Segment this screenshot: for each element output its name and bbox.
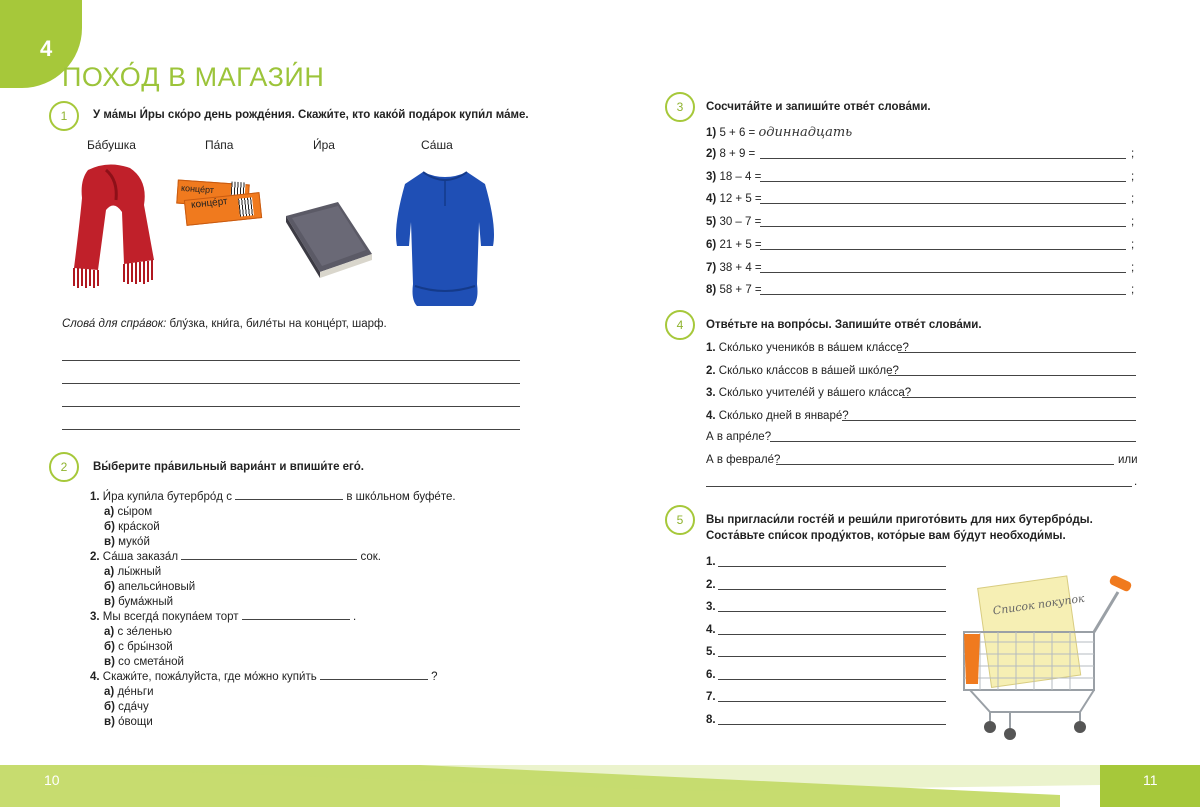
february-question: А в феврале́?	[706, 454, 781, 466]
q3-option-b[interactable]: б) с бры́нзой	[104, 641, 173, 653]
task5-answer-line[interactable]	[718, 634, 946, 635]
task-5-number: 5	[665, 505, 695, 535]
q1-blank[interactable]	[235, 499, 343, 500]
q4-blank[interactable]	[320, 679, 428, 680]
task4-question: 4. Ско́лько дней в январе́?	[706, 409, 849, 422]
hint-text: блу́зка, кни́га, биле́ты на конце́рт, шарф.	[166, 318, 387, 330]
task-2-number: 2	[49, 452, 79, 482]
task2-question-1: 1. И́ра купи́ла бутербро́д с в шко́льном буфе́те.	[90, 491, 456, 503]
note-text: Список покупок	[992, 591, 1086, 618]
task5-answer-line[interactable]	[718, 566, 946, 567]
task3-example: 1) 5 + 6 = одиннадцать	[706, 125, 853, 140]
hint-label: Слова́ для спра́вок:	[62, 318, 167, 330]
task5-answer-line[interactable]	[718, 611, 946, 612]
blouse-image	[393, 166, 497, 311]
task4-question: 3. Ско́лько учителе́й у ва́шего кла́сса?	[706, 387, 912, 399]
q4-option-c[interactable]: в) о́вощи	[104, 716, 153, 728]
answer-line-1[interactable]	[62, 360, 520, 361]
task3-semicolon: ;	[1131, 238, 1135, 251]
task3-answer-line[interactable]	[760, 272, 1126, 273]
task5-list-number: 7.	[706, 691, 716, 703]
task3-semicolon: ;	[1131, 261, 1135, 274]
april-question: А в апре́ле?	[706, 431, 772, 443]
task-5-instruction-1: Вы пригласи́ли госте́й и реши́ли пригото́вить для них бутербро́ды.	[706, 514, 1093, 526]
task3-answer-line[interactable]	[760, 294, 1126, 295]
task5-list-number: 5.	[706, 646, 716, 658]
q2-blank[interactable]	[181, 559, 357, 560]
task3-answer-line[interactable]	[760, 181, 1126, 182]
task5-list-number: 1.	[706, 556, 716, 568]
ticket-text-1: конце́рт	[180, 182, 215, 196]
q1-option-b[interactable]: б) кра́ской	[104, 521, 160, 533]
task5-answer-line[interactable]	[718, 679, 946, 680]
chapter-number: 4	[40, 36, 53, 61]
task3-item: 8) 58 + 7 =	[706, 284, 762, 297]
task3-item: 2) 8 + 9 =	[706, 148, 756, 160]
q1-option-a[interactable]: а) сы́ром	[104, 506, 153, 518]
hint-words	[62, 318, 387, 330]
chapter-title: ПОХО́Д В МАГАЗИ́Н	[62, 62, 325, 92]
task5-list-number: 2.	[706, 578, 716, 591]
task3-answer-line[interactable]	[760, 158, 1126, 159]
ticket-text-2: конце́рт	[190, 196, 229, 211]
q2-option-c[interactable]: в) бума́жный	[104, 596, 174, 608]
handwritten-answer: одиннадцать	[758, 125, 853, 140]
task5-list-number: 4.	[706, 623, 716, 636]
concert-tickets-image	[175, 178, 265, 233]
task-1-instruction: У ма́мы И́ры ско́ро день рожде́ния. Скажи́те, кто како́й пода́рок купи́л ма́ме.	[93, 109, 529, 121]
task3-semicolon: ;	[1131, 148, 1135, 160]
task3-semicolon: ;	[1131, 193, 1135, 206]
task3-semicolon: ;	[1131, 170, 1135, 183]
task3-semicolon: ;	[1131, 284, 1135, 297]
task5-answer-line[interactable]	[718, 656, 946, 657]
q2-option-b[interactable]: б) апельси́новый	[104, 581, 196, 593]
page-number-left: 10	[44, 772, 60, 788]
scarf-image	[68, 160, 166, 292]
task3-answer-line[interactable]	[760, 249, 1126, 250]
task5-list-number: 8.	[706, 713, 716, 726]
task2-question-2: 2. Са́ша заказа́л сок.	[90, 551, 381, 563]
task5-answer-line[interactable]	[718, 701, 946, 702]
task-1-number: 1	[49, 101, 79, 131]
end-period: .	[1134, 476, 1138, 488]
task-3-number: 3	[665, 92, 695, 122]
task3-answer-line[interactable]	[760, 203, 1126, 204]
q2-option-a[interactable]: а) лы́жный	[104, 566, 162, 578]
task-5-instruction-2: Соста́вьте спи́сок проду́ктов, кото́рые вам бу́дут необходи́мы.	[706, 530, 1066, 542]
person-label-dad: Па́па	[205, 138, 234, 152]
task5-answer-line[interactable]	[718, 724, 946, 725]
book-image	[282, 198, 374, 278]
february-answer-line-2[interactable]	[706, 486, 1132, 487]
q3-option-c[interactable]: в) со смета́ной	[104, 656, 184, 668]
task-2-instruction: Вы́берите пра́вильный вариа́нт и впиши́те его́.	[93, 461, 364, 473]
task-4-instruction: Отве́тьте на вопро́сы. Запиши́те отве́т слова́ми.	[706, 319, 982, 331]
person-label-sasha: Са́ша	[421, 138, 453, 152]
task4-answer-line[interactable]	[842, 420, 1136, 421]
person-label-ira: И́ра	[313, 138, 335, 152]
task2-question-4: 4. Скажи́те, пожа́луйста, где мо́жно купи́ть ?	[90, 671, 438, 683]
shopping-cart-image	[950, 562, 1140, 744]
task3-item: 4) 12 + 5 =	[706, 193, 762, 206]
task3-answer-line[interactable]	[760, 226, 1126, 227]
task-4-number: 4	[665, 310, 695, 340]
footer-bar	[0, 765, 1200, 807]
or-label: или	[1118, 454, 1138, 466]
task2-question-3: 3. Мы всегда́ покупа́ем торт .	[90, 611, 357, 623]
q3-option-a[interactable]: а) с зе́ленью	[104, 626, 172, 638]
q1-option-c[interactable]: в) муко́й	[104, 536, 150, 548]
task3-item: 3) 18 – 4 =	[706, 170, 762, 183]
q4-option-a[interactable]: а) де́ньги	[104, 686, 154, 698]
task3-item: 5) 30 – 7 =	[706, 216, 762, 229]
task3-item: 6) 21 + 5 =	[706, 238, 762, 251]
task5-list-number: 6.	[706, 668, 716, 681]
q4-option-b[interactable]: б) сда́чу	[104, 701, 149, 713]
task4-question: 2. Ско́лько кла́ссов в ва́шей шко́ле?	[706, 364, 899, 377]
task5-list-number: 3.	[706, 601, 716, 613]
task4-answer-line[interactable]	[902, 397, 1136, 398]
task4-answer-line[interactable]	[888, 375, 1136, 376]
page-number-right: 11	[1143, 772, 1158, 788]
answer-line-2[interactable]	[62, 383, 520, 384]
q3-blank[interactable]	[242, 619, 350, 620]
answer-line-3[interactable]	[62, 406, 520, 407]
answer-line-4[interactable]	[62, 429, 520, 430]
task4-question: 1. Ско́лько ученико́в в ва́шем кла́ссе?	[706, 342, 909, 354]
task-3-instruction: Сосчита́йте и запиши́те отве́т слова́ми.	[706, 101, 931, 113]
task3-item: 7) 38 + 4 =	[706, 261, 762, 274]
person-label-grandma: Ба́бушка	[87, 138, 136, 152]
task3-semicolon: ;	[1131, 216, 1135, 229]
april-answer-line[interactable]	[770, 441, 1136, 442]
task4-answer-line[interactable]	[898, 352, 1136, 353]
february-answer-line-1[interactable]	[776, 464, 1114, 465]
task5-answer-line[interactable]	[718, 589, 946, 590]
